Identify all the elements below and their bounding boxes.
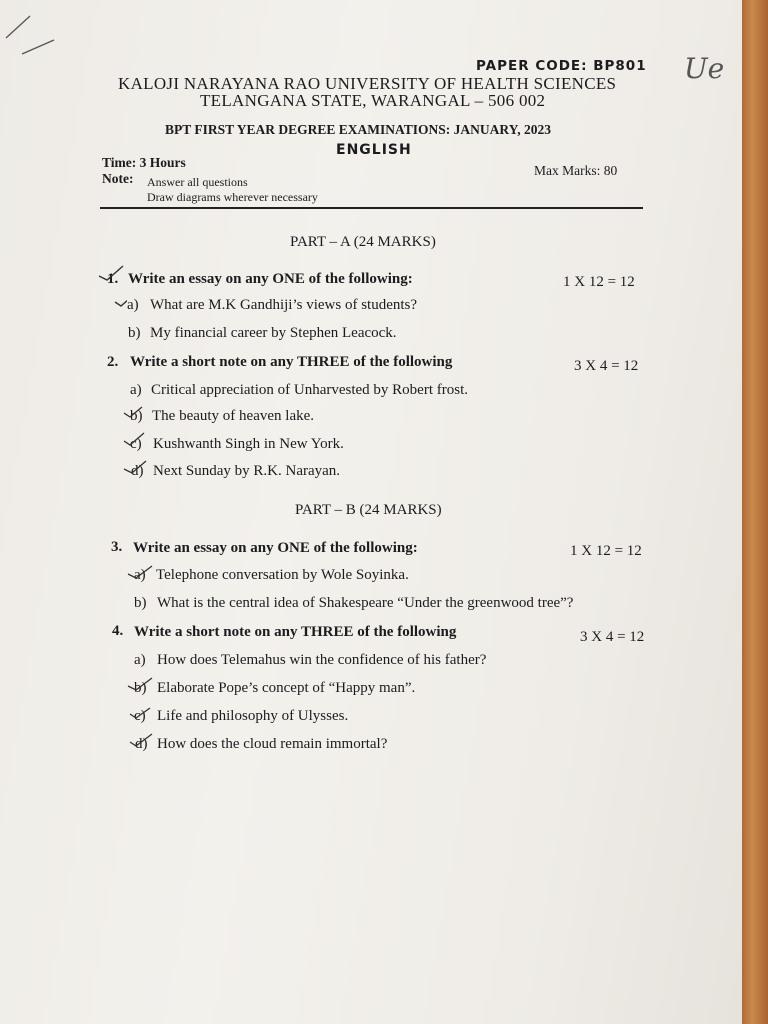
subject-title: ENGLISH [336,142,412,158]
question-marks: 1 X 12 = 12 [563,274,635,290]
question-marks: 1 X 12 = 12 [570,543,642,559]
sub-question-text: How does Telemahus win the confidence of his father? [157,652,487,668]
paper-code: PAPER CODE: BP801 [476,58,647,74]
university-name: KALOJI NARAYANA RAO UNIVERSITY OF HEALTH SCIENCES [118,74,617,93]
sub-question-text: How does the cloud remain immortal? [157,736,388,752]
sub-question-text: Kushwanth Singh in New York. [153,436,344,452]
sub-question-letter: d) [135,736,148,752]
sub-question-letter: c) [134,708,146,724]
part-b-heading: PART – B (24 MARKS) [295,502,442,518]
question-number: 2. [107,354,119,370]
sub-question-text: Next Sunday by R.K. Narayan. [153,463,341,479]
question-marks: 3 X 4 = 12 [574,358,639,374]
sub-question-letter: c) [130,436,142,452]
part-a-heading: PART – A (24 MARKS) [290,234,436,250]
handwritten-initials: Ue [684,52,725,85]
max-marks: Max Marks: 80 [534,163,618,178]
sub-question-text: What are M.K Gandhiji’s views of students? [150,297,418,313]
sub-question-text: What is the central idea of Shakespeare “Under the greenwood tree”? [157,595,574,611]
sub-question-text: Telephone conversation by Wole Soyinka. [156,567,409,583]
question-number: 1. [107,271,119,287]
header-divider [100,207,643,209]
note-line: Answer all questions [147,175,248,189]
sub-question-letter: b) [130,408,143,424]
table-edge-background [742,0,768,1024]
question-text: Write an essay on any ONE of the following: [128,271,413,287]
pen-scribble-mark [2,10,62,60]
question-text: Write a short note on any THREE of the following [130,354,453,370]
exam-title: BPT FIRST YEAR DEGREE EXAMINATIONS: JANUARY, 2023 [165,122,551,137]
sub-question-text: Critical appreciation of Unharvested by Robert frost. [151,382,468,398]
sub-question-letter: a) [130,382,142,398]
note-label: Note: [102,171,134,186]
sub-question-letter: a) [127,297,139,313]
sub-question-letter: d) [131,463,144,479]
sub-question-letter: a) [134,652,146,668]
sub-question-text: The beauty of heaven lake. [152,408,315,424]
question-text: Write an essay on any ONE of the following: [133,540,418,556]
sub-question-text: Life and philosophy of Ulysses. [157,708,349,724]
time-allowed: Time: 3 Hours [102,155,186,170]
sub-question-letter: b) [134,680,147,696]
note-line: Draw diagrams wherever necessary [147,190,318,204]
question-marks: 3 X 4 = 12 [580,629,645,645]
sub-question-letter: b) [134,595,147,611]
question-number: 3. [111,539,123,555]
sub-question-text: Elaborate Pope’s concept of “Happy man”. [157,680,416,696]
sub-question-letter: b) [128,325,141,341]
pen-tick-mark [120,405,154,485]
pen-tick-mark [97,262,127,322]
sub-question-letter: a) [134,567,146,583]
question-text: Write a short note on any THREE of the following [134,624,457,640]
pen-tick-mark [126,562,160,762]
question-number: 4. [112,623,124,639]
university-address: TELANGANA STATE, WARANGAL – 506 002 [200,91,546,110]
sub-question-text: My financial career by Stephen Leacock. [150,325,397,341]
